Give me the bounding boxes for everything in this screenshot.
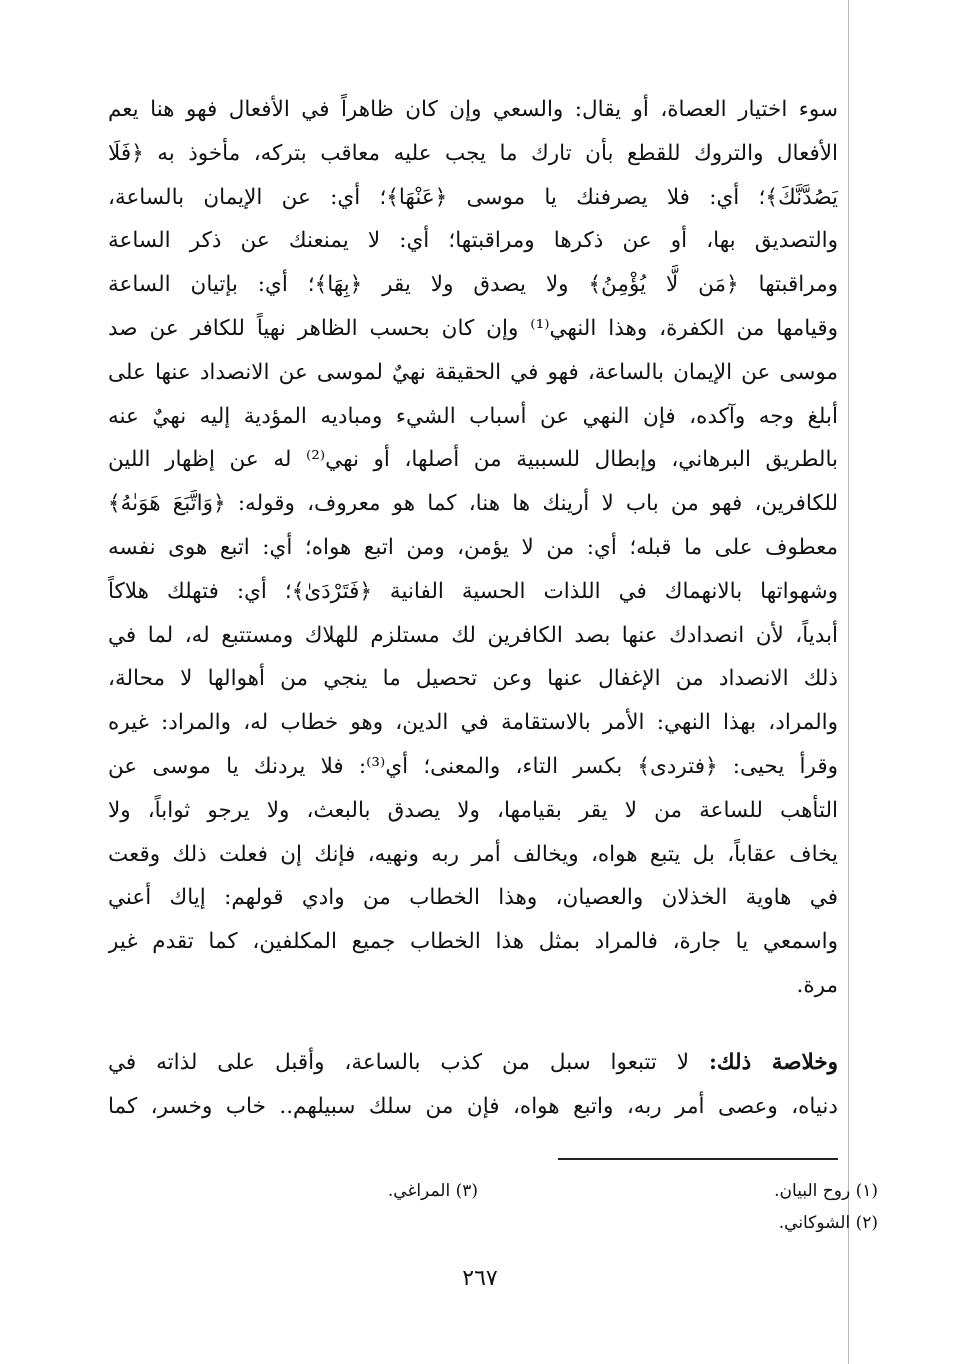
text-line: في هاوية الخذلان والعصيان، وهذا الخطاب من وادي قولهم: إياك أعني: [108, 885, 838, 911]
footnote-1: (١) روح البيان.: [774, 1181, 878, 1201]
text-line: ومراقبتها ﴿مَن لَّا يُؤْمِنُ﴾ ولا يصدق ولا يقر ﴿بِهَا﴾؛ أي: بإتيان الساعة: [108, 272, 838, 298]
summary-label: وخلاصة ذلك:: [708, 1050, 838, 1075]
text-line: الأفعال والتروك للقطع بأن تارك ما يجب عليه معاقب بتركه، مأخوذ به ﴿فَلَا: [108, 140, 838, 166]
text-line-last: مرة.: [796, 972, 838, 998]
text-line: وشهواتها بالانهماك في اللذات الحسية الفانية ﴿فَتَرْدَىٰ﴾؛ أي: فتهلك هلاكاً: [108, 578, 838, 604]
scan-fold-line: [848, 0, 849, 1364]
text-line: ذلك الانصداد من الإغفال عنها وعن تحصيل ما ينجي من أهوالها لا محالة،: [108, 666, 838, 692]
page-number: ٢٦٧: [462, 1266, 498, 1291]
text-line: للكافرين، فهو من باب لا أرينك ها هنا، كما هو معروف، وقوله: ﴿وَاتَّبَعَ هَوَىٰهُ﴾: [108, 491, 838, 517]
text-line: معطوف على ما قبله؛ أي: من لا يؤمن، ومن اتبع هواه؛ أي: اتبع هوى نفسه: [108, 534, 838, 560]
summary-line-2: دنياه، وعصى أمر ربه، واتبع هواه، فإن من سلك سبيلهم.. خاب وخسر، كما: [108, 1093, 838, 1119]
summary-text: لا تتبعوا سبل من كذب بالساعة، وأقبل على لذاته في: [108, 1050, 709, 1075]
text-line: وقيامها من الكفرة، وهذا النهي⁽¹⁾ وإن كان بحسب الظاهر نهياً للكافر عن صد: [108, 315, 838, 341]
footnote-separator: [558, 1158, 838, 1160]
text-line: والتصديق بها، أو عن ذكرها ومراقبتها؛ أي: لا يمنعنك عن ذكر الساعة: [108, 228, 838, 254]
text-line: التأهب للساعة من لا يقر بقيامها، ولا يصدق بالبعث، ولا يرجو ثواباً، ولا: [108, 797, 838, 823]
text-line: موسى عن الإيمان بالساعة، فهو في الحقيقة نهيٌ لموسى عن الانصداد عنها على: [108, 359, 838, 385]
summary-line-1: [108, 1041, 838, 1085]
text-line: يَصُدَّنَّكَ﴾؛ أي: فلا يصرفنك يا موسى ﴿عَنْهَا﴾؛ أي: عن الإيمان بالساعة،: [108, 184, 838, 210]
text-line: سوء اختيار العصاة، أو يقال: والسعي وإن كان ظاهراً في الأفعال فهو هنا يعم: [108, 97, 838, 122]
main-text-block: [108, 88, 838, 1008]
text-line: والمراد، بهذا النهي: الأمر بالاستقامة في الدين، وهو خطاب له، والمراد: غيره: [108, 710, 838, 736]
text-line: وقرأ يحيى: ﴿فتردى﴾ بكسر التاء، والمعنى؛ أي⁽³⁾: فلا يردنك يا موسى عن: [108, 753, 838, 779]
text-line: واسمعي يا جارة، فالمراد بمثل هذا الخطاب جميع المكلفين، كما تقدم غير: [108, 929, 838, 955]
summary-paragraph: [108, 1041, 838, 1129]
footnote-3: (٣) المراغي.: [387, 1181, 478, 1201]
text-line: أبلغ وجه وآكده، فإن النهي عن أسباب الشيء ومباديه المؤدية إليه نهيٌ عنه: [108, 403, 838, 429]
text-line: يخاف عقاباً، بل يتبع هواه، ويخالف أمر ربه ونهيه، فإنك إن فعلت ذلك وقعت: [108, 841, 838, 867]
text-line: أبدياً، لأن انصدادك عنها بصد الكافرين لك مستلزم للهلاك ومستتبع له، لما في: [108, 622, 838, 648]
footnote-2: (٢) الشوكاني.: [778, 1213, 878, 1233]
text-line: بالطريق البرهاني، وإبطال للسببية من أصلها، أو نهي⁽²⁾ له عن إظهار اللين: [108, 447, 838, 473]
